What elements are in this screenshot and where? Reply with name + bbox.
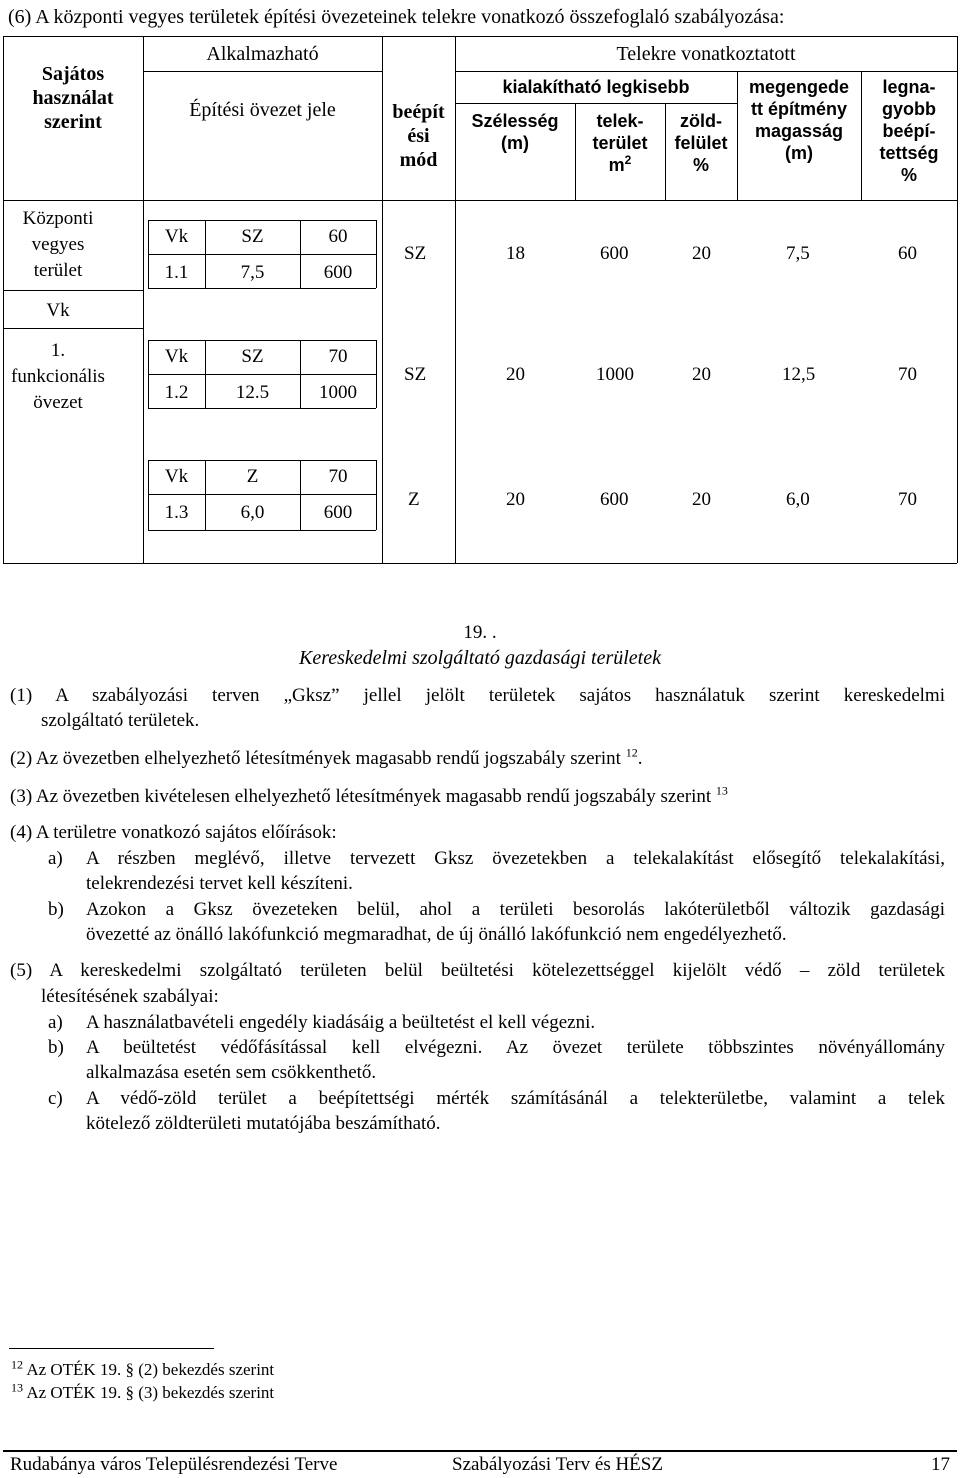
paragraph-2: (2) Az övezetben elhelyezhető létesítmények magasabb rendű jogszabály szerint $^{12}$. xyxy=(10,745,643,769)
header-epitesi-ovezet-jele: Építési övezet jele xyxy=(189,99,336,121)
paragraph-5c-line-2: kötelező zöldterületi mutatójába beszámítható. xyxy=(86,1113,441,1134)
paragraph-5a-label: a) xyxy=(48,1012,63,1033)
side-label-vk: Vk xyxy=(46,300,70,321)
paragraph-4b-line-2: övezetté az önálló lakófunkció megmaradhat, de új önálló lakófunkció nem engedélyezhető. xyxy=(86,924,787,945)
paragraph-4b-line-1: Azokon a Gksz övezeteken belül, ahol a területi besorolás lakóterületből változik gazdasági xyxy=(86,899,945,920)
paragraph-5-line-2: létesítésének szabályai: xyxy=(41,986,219,1007)
row3-pct: 70 xyxy=(328,466,348,487)
row1-code-b: 1.1 xyxy=(164,262,189,283)
header-legnagyobb: legna- gyobb beépí- tettség % xyxy=(879,77,939,185)
footer-page-number: 17 xyxy=(931,1454,950,1475)
paragraph-4a-line-1: A részben meglévő, illetve tervezett Gksz övezetekben a telekalakítást elősegítő telekalakítási, xyxy=(86,848,945,869)
row1-pct: 60 xyxy=(328,226,348,247)
paragraph-5b-line-1: A beültetést védőfásítással kell elvégezni. Az övezet területe többszintes növényállomány xyxy=(86,1037,945,1058)
paragraph-1-line-2: szolgáltató területek. xyxy=(41,710,200,731)
footnote-13: $^{13}$ Az OTÉK 19. § (3) bekezdés szerint xyxy=(11,1380,275,1402)
row2-code-a: Vk xyxy=(164,346,189,367)
paragraph-5b-line-2: alkalmazása esetén sem csökkenthető. xyxy=(86,1062,377,1083)
header-szelesseg: Szélesség (m) xyxy=(471,111,559,153)
row2-code-b: 1.2 xyxy=(164,382,189,403)
row3-code-a: Vk xyxy=(164,466,189,487)
header-zold-felulet: zöld- felület % xyxy=(674,111,728,175)
row1-area: 600 xyxy=(323,262,353,283)
row1-mode: SZ xyxy=(241,226,264,247)
footnote-12: $^{12}$ Az OTÉK 19. § (2) bekezdés szerint xyxy=(11,1357,275,1379)
header-kialakithato: kialakítható legkisebb xyxy=(502,77,690,97)
row2-area: 1000 xyxy=(319,382,357,403)
paragraph-3: (3) Az övezetben kivételesen elhelyezhető létesítmények magasabb rendű jogszabály szerint $^{13}$ xyxy=(10,783,728,807)
row2-mode: SZ xyxy=(241,346,264,367)
side-label-funkcionalis: 1. funkcionális övezet xyxy=(11,340,105,413)
row1-code-a: Vk xyxy=(164,226,189,247)
header-megengedett: megengede tt építmény magasság (m) xyxy=(748,77,850,163)
row3-mode: Z xyxy=(246,466,259,487)
header-beepitesi-mod: beépít ési mód xyxy=(392,101,445,171)
footer-center: Szabályozási Terv és HÉSZ xyxy=(452,1454,663,1475)
paragraph-5b-label: b) xyxy=(48,1037,64,1058)
paragraph-5c-line-1: A védő-zöld terület a beépítettségi mérték számításánál a telekterületbe, valamint a telek xyxy=(86,1088,945,1109)
paragraph-4a-line-2: telekrendezési tervet kell készíteni. xyxy=(86,873,353,894)
paragraph-1-line-1: (1) A szabályozási terven „Gksz” jellel jelölt területek sajátos használatuk szerint kereskedelmi xyxy=(10,685,945,706)
section-number: 19. . xyxy=(463,622,497,643)
paragraph-4a-label: a) xyxy=(48,848,63,869)
section-title: Kereskedelmi szolgáltató gazdasági területek xyxy=(299,647,661,669)
row3-area: 600 xyxy=(323,502,353,523)
table-title: (6) A központi vegyes területek építési övezeteinek telekre vonatkozó összefoglaló szabályozása: xyxy=(8,6,785,28)
header-telek-terulet: telek- terület $m^2$ xyxy=(592,111,648,175)
paragraph-5c-label: c) xyxy=(48,1088,63,1109)
header-alkalmazhato: Alkalmazható xyxy=(206,43,319,65)
row3-code-b: 1.3 xyxy=(164,502,189,523)
paragraph-5a: A használatbavételi engedély kiadásáig a beültetést el kell végezni. xyxy=(86,1012,596,1033)
side-label-kozponti: Központi vegyes terület xyxy=(22,208,94,281)
header-sajatos: Sajátos használat szerint xyxy=(32,63,114,133)
paragraph-5-line-1: (5) A kereskedelmi szolgáltató területen belül beültetési kötelezettséggel kijelölt védő – zöld területek xyxy=(10,960,945,981)
footer-left: Rudabánya város Településrendezési Terve xyxy=(10,1454,338,1475)
row1-height: 7,5 xyxy=(240,262,265,283)
header-telekre: Telekre vonatkoztatott xyxy=(616,43,796,65)
row2-pct: 70 xyxy=(328,346,348,367)
paragraph-4: (4) A területre vonatkozó sajátos előírások: xyxy=(10,822,337,843)
row2-height: 12.5 xyxy=(235,382,270,403)
paragraph-4b-label: b) xyxy=(48,899,64,920)
footer-rule xyxy=(3,1450,957,1452)
footnote-separator xyxy=(9,1348,214,1349)
row3-height: 6,0 xyxy=(240,502,265,523)
